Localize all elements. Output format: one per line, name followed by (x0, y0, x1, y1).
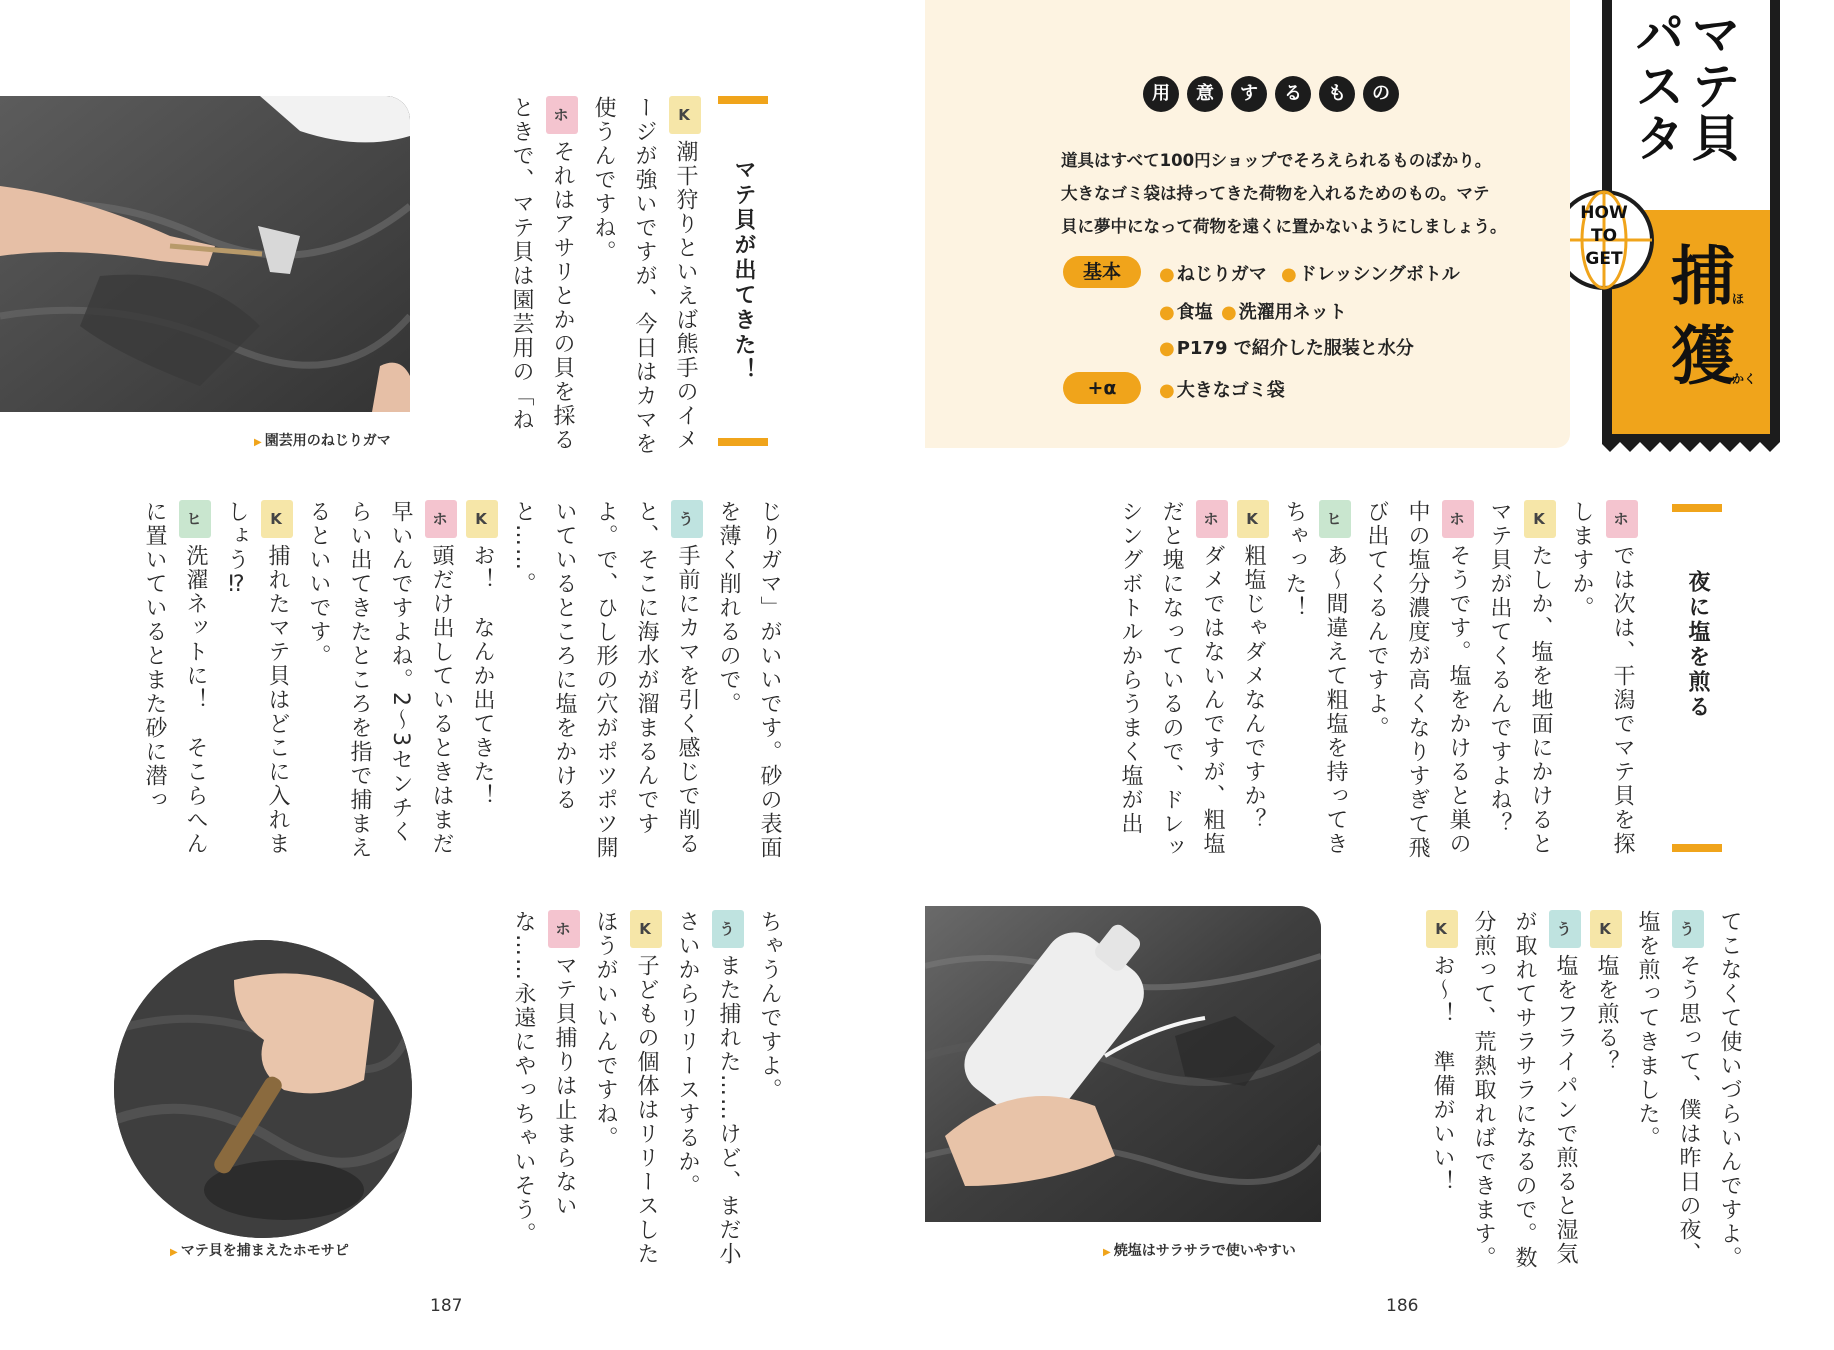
photo-caption-catch: ▶ マテ貝を捕まえたホモサピ (170, 1240, 349, 1260)
speaker-chip: ヒ (1319, 500, 1351, 538)
page-number-left: 187 (430, 1296, 463, 1316)
prep-heading (1143, 76, 1407, 112)
speaker-chip: K (1524, 500, 1556, 538)
prep-description (1061, 144, 1507, 243)
dialogue-line: うまた捕れた……けど、まだ小さいからリリースするか。 (667, 910, 749, 1270)
heading-bar-top (718, 96, 768, 104)
badge-how: HOW (1580, 203, 1628, 223)
speaker-chip: ホ (548, 910, 580, 948)
heading-bar-top (1672, 504, 1722, 512)
prep-desc-line: 道具はすべて100円ショップでそろえられるものばかり。 (1061, 151, 1492, 170)
category-char1: 捕 (1660, 242, 1734, 306)
page-number-right: 186 (1386, 1296, 1419, 1316)
dialogue-line: ちゃうんですよ。 (757, 910, 782, 1102)
speaker-chip: う (1672, 910, 1704, 948)
prep-heading-char: す (1231, 76, 1267, 112)
basic-item: ● ドレッシングボトル (1281, 264, 1460, 285)
dialogue-line: K粗塩じゃダメなんですか？ (1233, 500, 1274, 860)
prep-heading-char: る (1275, 76, 1311, 112)
speaker-chip: K (261, 500, 293, 538)
dialogue-line: ホ頭だけ出しているときはまだ早いんですよね。2～3センチくらい出てきたところを指で捕まえるといいです。 (298, 500, 462, 860)
dialogue-upper-right (1063, 500, 1643, 860)
speaker-chip: ホ (546, 96, 578, 134)
dialogue-line: K捕れたマテ貝はどこに入れましょう⁉ (216, 500, 298, 860)
category-ruby1: ほ (1732, 292, 1745, 306)
dialogue-line: Kお～！ 準備がいい！ (1422, 910, 1463, 1270)
section-heading-appeared: マテ貝が出てきた！ (731, 158, 756, 383)
dialogue-line: ホダメではないんですが、粗塩だと塊になっているので、ドレッシングボトルからうまく塩が出 (1110, 500, 1233, 860)
speaker-chip: K (1426, 910, 1458, 948)
section-heading-salt: 夜に塩を煎る (1685, 570, 1710, 720)
dialogue-line: てこなくて使いづらいんですよ。 (1717, 910, 1742, 1270)
photo-salt-bottle (925, 906, 1321, 1222)
speaker-chip: う (671, 500, 703, 538)
dialogue-line: うそう思って、僕は昨日の夜、塩を煎ってきました。 (1627, 910, 1709, 1270)
category-char2: 獲 (1660, 322, 1734, 386)
title-line1: マテ貝 (1683, 8, 1741, 164)
photo-sickle (0, 96, 410, 412)
dialogue-line: K子どもの個体はリリースしたほうがいいんですね。 (585, 910, 667, 1270)
mudflat-bottle-image (925, 906, 1321, 1222)
prep-desc-line: 大きなゴミ袋は持ってきた荷物を入れるためのもの。マテ (1061, 184, 1490, 203)
dialogue-line: う塩をフライパンで煎ると湿気が取れてサラサラになるので。数分煎って、荒熱取ればできます。 (1463, 910, 1586, 1270)
dialogue-line: ヒ洗濯ネットに！ そこらへんに置いているとまた砂に潜っ (134, 500, 216, 860)
basic-item: ● 食塩 (1159, 302, 1213, 323)
photo-caption-sickle: ▶ 園芸用のねじりガマ (254, 430, 391, 450)
dialogue-line: ホマテ貝捕りは止まらないな……永遠にやっちゃいそう。 (503, 910, 585, 1270)
basic-item: ● P179 で紹介した服装と水分 (1159, 338, 1414, 359)
basic-label: 基本 (1063, 256, 1141, 288)
dialogue-line: K塩を煎る？ (1586, 910, 1627, 1270)
speaker-chip: う (1549, 910, 1581, 948)
dialogue-line: ホそれはアサリとかの貝を採るときで、マテ貝は園芸用の「ね (501, 96, 583, 456)
dialogue-line: Kお！ なんか出てきた！ (462, 500, 503, 860)
photo-catch (114, 940, 412, 1238)
basic-item: ● 洗濯用ネット (1221, 302, 1347, 323)
dialogue-line: ヒあ～間違えて粗塩を持ってきちゃった！ (1274, 500, 1356, 860)
heading-bar-bottom (718, 438, 768, 446)
prep-desc-line: 貝に夢中になって荷物を遠くに置かないようにしましょう。 (1061, 217, 1507, 236)
dialogue-lower-right (1390, 910, 1750, 1270)
prep-box (925, 0, 1570, 448)
prep-heading-char: 用 (1143, 76, 1179, 112)
prep-heading-char: も (1319, 76, 1355, 112)
dialogue-line: K潮干狩りといえば熊手のイメージが強いですが、今日はカマを使うんですね。 (583, 96, 706, 456)
basic-item: ● ねじりガマ (1159, 264, 1267, 285)
speaker-chip: ヒ (179, 500, 211, 538)
badge-to: TO (1590, 226, 1618, 246)
title-line2: パスタ (1627, 8, 1685, 164)
speaker-chip: K (1237, 500, 1269, 538)
dialogue-line: ホそうです。塩をかけると巣の中の塩分濃度が高くなりすぎて飛び出てくるんですよ。 (1356, 500, 1479, 860)
hand-razor-clam-image (114, 940, 412, 1238)
speaker-chip: ホ (1606, 500, 1638, 538)
speaker-chip: K (466, 500, 498, 538)
sickle-image (0, 96, 410, 412)
plus-label: +α (1063, 372, 1141, 404)
dialogue-lower-left (484, 910, 790, 1270)
dialogue-line: Kたしか、塩を地面にかけるとマテ貝が出てくるんですよね？ (1479, 500, 1561, 860)
speaker-chip: ホ (1196, 500, 1228, 538)
dialogue-upper-left (470, 96, 706, 456)
prep-heading-char: の (1363, 76, 1399, 112)
dialogue-line: う手前にカマを引く感じで削ると、そこに海水が溜まるんですよ。で、ひし形の穴がポツポツ開いているところに塩をかけると……。 (503, 500, 708, 860)
speaker-chip: K (1590, 910, 1622, 948)
plus-item: ● 大きなゴミ袋 (1159, 380, 1285, 401)
prep-heading-char: 意 (1187, 76, 1223, 112)
speaker-chip: K (669, 96, 701, 134)
dialogue-line: ホでは次は、干潟でマテ貝を探しますか。 (1561, 500, 1643, 860)
category-ruby2: かく (1732, 372, 1757, 386)
speaker-chip: う (712, 910, 744, 948)
speaker-chip: ホ (1442, 500, 1474, 538)
dialogue-middle-left (108, 500, 790, 860)
heading-bar-bottom (1672, 844, 1722, 852)
speaker-chip: K (630, 910, 662, 948)
speaker-chip: ホ (425, 500, 457, 538)
dialogue-line: じりガマ」がいいです。砂の表面を薄く削れるので。 (716, 500, 782, 860)
photo-caption-salt: ▶ 焼塩はサラサラで使いやすい (1103, 1240, 1296, 1260)
badge-get: GET (1585, 249, 1623, 269)
